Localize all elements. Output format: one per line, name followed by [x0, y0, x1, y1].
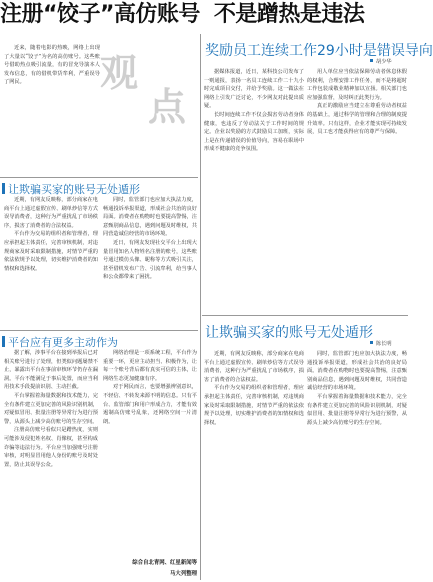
divider — [202, 315, 408, 316]
page-headline — [0, 0, 410, 30]
article1-col1: 据媒体报道，近日，某科技公司发布了一则通报，表扬一名员工连续工作二十九小时完成项目交付，并给予奖励。这一做法在网络上引发广泛讨论，不少网友对此提出质疑。 长时间连续工作不仅会损害劳动者身体健康，也违反了劳动法关于工作时间的规定。企业以奖励的方式鼓励员工加班，实际上是在传递错误的价值导向，容易在职场中形成不健康的竞争氛围。 — [204, 69, 304, 153]
sign-off: 综合自北青网、红星新闻等 — [132, 560, 197, 566]
article2-col1: 近期，有网友反映称，部分商家在电商平台上通过虚假宣传、刷单炒信等方式误导消费者，这种行为严重扰乱了市场秩序，损害了消费者的合法权益。 平台作为交易的组织者和管理者，理应承担起主体责任，完善审核机制，对违规商家及时采取限制措施，对情节严重的依法依规予以处理，切实维护消费者的知情权和选择权。 — [204, 351, 304, 426]
divider — [0, 177, 198, 178]
watermark-guan: 观 — [100, 50, 141, 95]
headline-part2: 不是蹭热是违法 — [213, 2, 365, 27]
article2-col2: 同时，监管部门也应加大执法力度，畅通投诉举报渠道，形成社会共治的良好局面。消费者在购物时也要提高警惕，注意甄别商品信息，遇到问题及时维权，共同营造诚信经营的市场环境。 平台掌握着海量数据和技术能力，完全有条件建立更加完善的风险识别机制，对疑似冒用、批量注册等异常行为进行预警，从源头上减少高仿账号的生存空间。 — [307, 351, 407, 426]
article-title-scam: 让欺骗买家的账号无处遁形 — [205, 325, 373, 341]
section-title-left1: 让欺骗买家的账号无处遁形 — [2, 181, 140, 197]
column-rule — [200, 34, 201, 580]
article-left1-col2: 同时，监管部门也应加大执法力度，畅通投诉举报渠道，形成社会共治的良好局面。消费者在购物时也要提高警惕，注意甄别商品信息，遇到问题及时维权，共同营造诚信经营的市场环境。 近日，有网友发现社交平台上出现大量冒用知名人物姓名注册的账号，这些账号通过模仿头像、昵称等方式吸引关注，甚至借机发布广告、引流牟利，给当事人和公众都带来了困扰。 — [103, 197, 197, 281]
byline-2: 陈长明 — [370, 340, 392, 347]
summary-paragraph: 近来，随着电影的热映，网络上出现了大量以“饺子”为名的高仿账号。这些账号借助热点吸引流量，有的冒充导演本人发布信息，有的借机带货牟利，严重误导了网民。 — [4, 45, 100, 86]
article-left1-col1: 近期，有网友反映称，部分商家在电商平台上通过虚假宣传、刷单炒信等方式误导消费者，这种行为严重扰乱了市场秩序，损害了消费者的合法权益。 平台作为交易的组织者和管理者，理应承担起主体责任，完善审核机制，对违规商家及时采取限制措施，对情节严重的依法依规予以处理，切实维护消费者的知情权和选择权。 — [4, 197, 98, 272]
section-title-left2: 平台应有更多主动作为 — [2, 334, 118, 350]
headline-part1: 注册“饺子”高仿账号 — [0, 2, 200, 27]
editor-credit: 马大列整理 — [170, 571, 197, 577]
article-title-29h: 奖励员工连续工作29小时是错误导向 — [205, 43, 433, 59]
summary-box — [4, 44, 100, 140]
divider — [0, 330, 198, 331]
article-left2-col1: 据了解，涉事平台在接到举报后已对相关账号进行了处理，但类似问题屡禁不止，暴露出平台在事前审核环节仍存在漏洞。平台不能满足于事后处置，而应当利用技术手段提前识别、主动拦截。 平台掌握着海量数据和技术能力，完全有条件建立更加完善的风险识别机制，对疑似冒用、批量注册等异常行为进行预警，从源头上减少高仿账号的生存空间。 注册高仿账号看似只是蹭热度，实则可能涉及侵犯姓名权、肖像权，甚至构成诈骗等违法行为。平台应当加强账号注册审核，对明显冒用他人身份的账号及时处置，防止其误导公众。 — [4, 350, 98, 468]
watermark-dian: 点 — [148, 84, 189, 129]
article-left2-col2: 网络治理是一项系统工程，平台作为重要一环，更应主动担当、积极作为，让每一个账号背后都有真实可信的主体，让网络生态更加健康有序。 对于网民而言，也要增强辨别意识，不轻信、不转发来源不明的信息。只有平台、监管部门和用户形成合力，才能有效遏制高仿账号乱象，还网络空间一片清朗。 — [103, 350, 197, 425]
byline-1: 胡少华 — [370, 58, 392, 65]
article1-col2: 用人单位应当依法保障劳动者休息休假的权利，合理安排工作任务，而不是将超时工作包装成敬业精神加以宣扬。相关部门也应加强监督，及时纠正此类行为。 真正的激励应当建立在尊重劳动者权益的基础上，通过科学的管理和合理的制度提升效率。只有这样，企业才能实现可持续发展，员工也才能获得应有的尊严与保障。 — [307, 69, 407, 136]
